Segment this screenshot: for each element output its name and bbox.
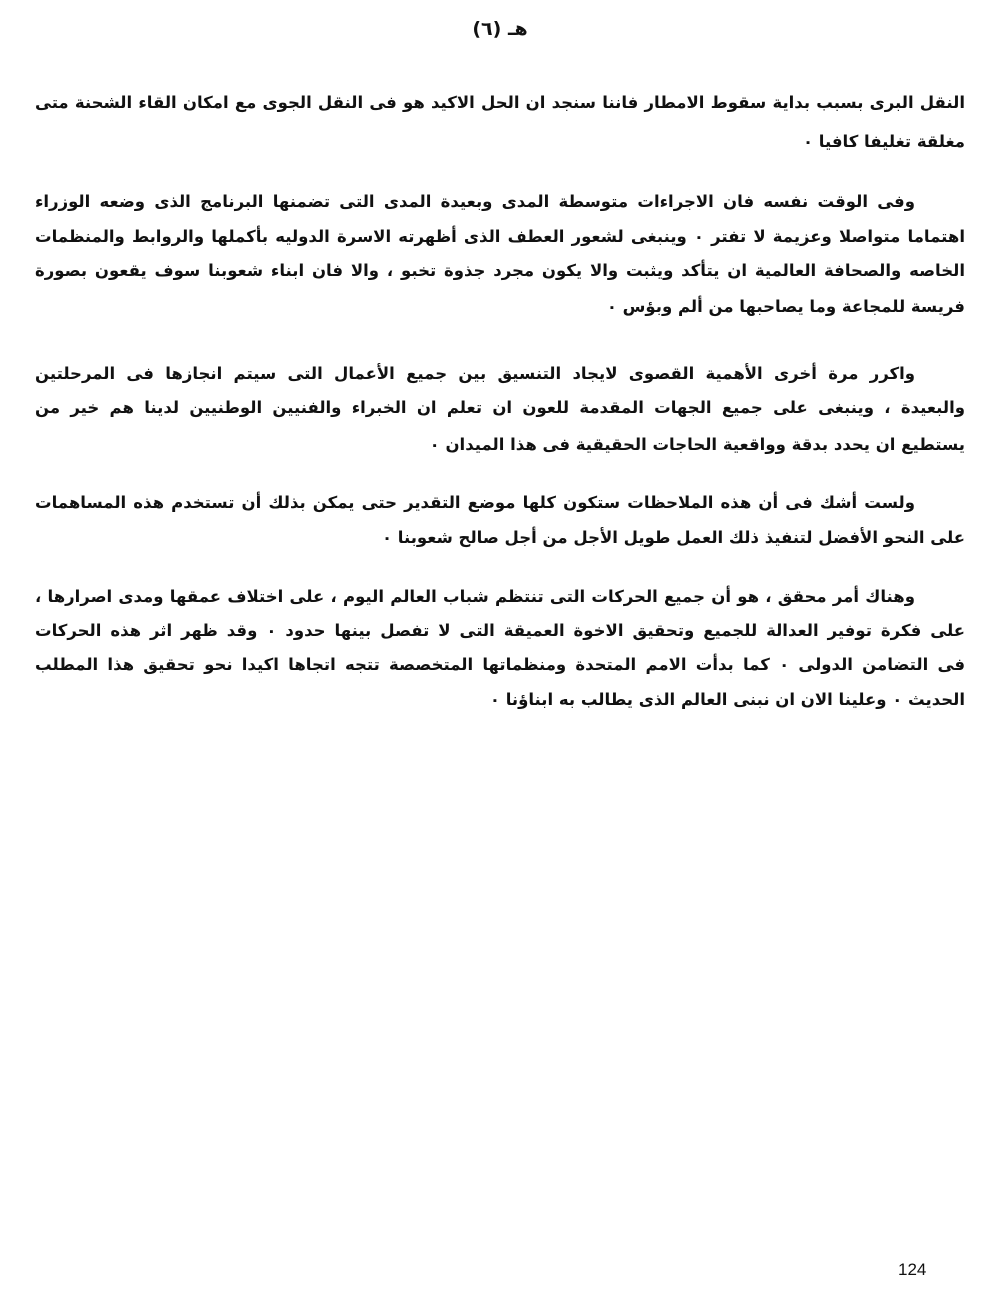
page-number: 124 [898, 1260, 927, 1279]
text-line: مغلقة تغليفا كافيا ٠ [802, 132, 965, 151]
page-header: هـ (٦) [472, 18, 528, 40]
text-line: وهناك أمر محقق ، هو أن جميع الحركات التى تنتظم شباب العالم اليوم ، على اختلاف عمقها ومدى اصرارها ، [35, 587, 915, 606]
text-line: ولست أشك فى أن هذه الملاحظات ستكون كلها موضع التقدير حتى يمكن بذلك أن تستخدم هذه المساهمات [35, 493, 915, 512]
text-line: الحديث ٠ وعلينا الان ان نبنى العالم الذى يطالب به ابناؤنا ٠ [489, 690, 965, 709]
text-line: النقل البرى بسبب بداية سقوط الامطار فاننا سنجد ان الحل الاكيد هو فى النقل الجوى مع امكان القاء الشحنة متى [35, 93, 965, 112]
text-line: الخاصه والصحافة العالمية ان يتأكد ويثبت والا يكون مجرد جذوة تخبو ، والا فان ابناء شعوبنا سوف يقعون بصورة [35, 261, 965, 280]
text-line: على النحو الأفضل لتنفيذ ذلك العمل طويل الأجل من أجل صالح شعوبنا ٠ [381, 528, 965, 547]
text-line: اهتماما متواصلا وعزيمة لا تفتر ٠ وينبغى لشعور العطف الذى أظهرته الاسرة الدوليه بأكملها والروابط والمنظمات [35, 227, 965, 246]
text-line: فى التضامن الدولى ٠ كما بدأت الامم المتحدة ومنظماتها المتخصصة تتجه اتجاها اكيدا نحو تحقيق هذا المطلب [35, 655, 965, 674]
text-line: والبعيدة ، وينبغى على جميع الجهات المقدمة للعون ان تعلم ان الخبراء والفنيين الوطنيين لدينا هم خير من [35, 398, 965, 417]
text-line: وفى الوقت نفسه فان الاجراءات متوسطة المدى وبعيدة المدى التى تضمنها البرنامج الذى وضعه الوزراء [35, 192, 915, 211]
text-line: فريسة للمجاعة وما يصاحبها من ألم وبؤس ٠ [606, 297, 965, 316]
text-line: يستطيع ان يحدد بدقة وواقعية الحاجات الحقيقية فى هذا الميدان ٠ [429, 435, 965, 454]
text-line: واكرر مرة أخرى الأهمية القصوى لايجاد التنسيق بين جميع الأعمال التى سيتم انجازها فى المرحلتين [35, 364, 915, 383]
text-line: على فكرة توفير العدالة للجميع وتحقيق الاخوة العميقة التى لا تفصل بينها حدود ٠ وقد ظهر اثر هذه الحركات [35, 621, 965, 640]
